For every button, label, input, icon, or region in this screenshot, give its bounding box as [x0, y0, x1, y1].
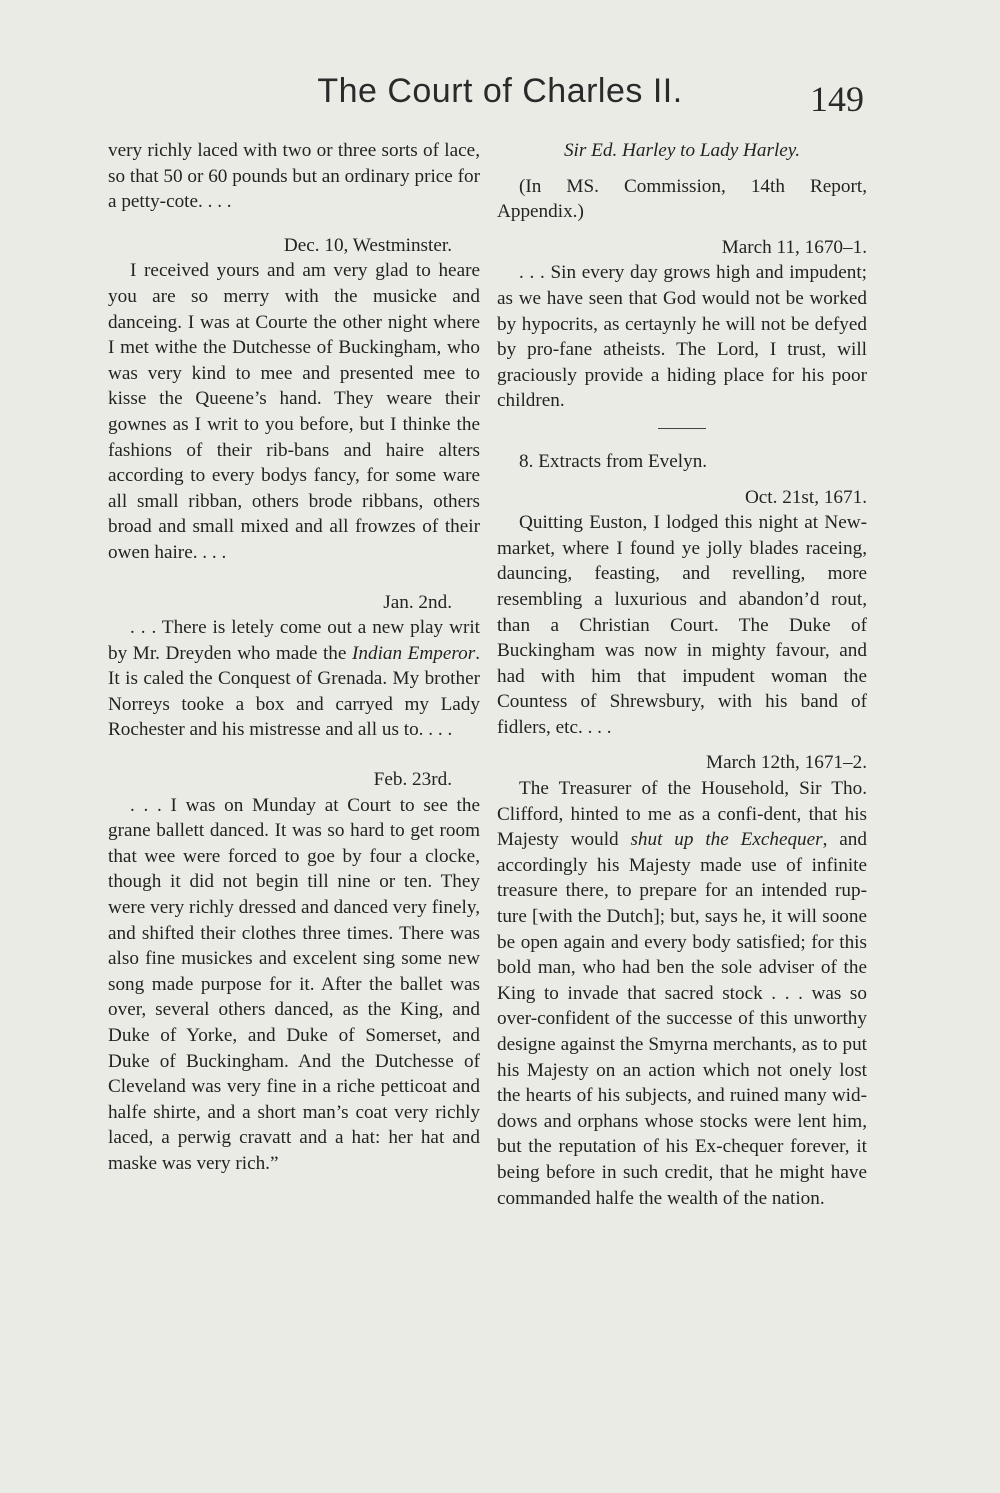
letter-date-march-11: March 11, 1670–1. — [721, 236, 867, 258]
letter-continuation-paragraph: very richly laced with two or three sorts of lace, so that 50 or 60 pounds but an ordinary price for a petty-cote. . . . — [108, 140, 480, 213]
letter-paragraph-jan-2 — [108, 615, 480, 743]
source-note: (In MS. Commission, 14th Report, Appendix.) — [497, 175, 867, 223]
play-title-italic: Indian Emperor — [352, 642, 476, 664]
letter-paragraph-feb-23: . . . I was on Munday at Court to see the grane ballett danced. It was so hard to get room that wee were forced to goe by four a clocke, though it did not begin till nine or ten. They were very richly dressed and danced very finely, and shifted their clothes three times. There was also fine musickes and excelent sing some new song made purpose for it. After the ballet was over, several others danced, as the King, and Duke of Yorke, and Duke of Somerset, and Duke of Buckingham. And the Dutchesse of Cleveland was very fine in a riche petticoat and halfe shirte, and a short man’s coat very richly laced, a perwig cravatt and a hat: her hat and maske was very rich.” — [108, 794, 480, 1174]
letter-date-dec-10: Dec. 10, Westminster. — [283, 234, 452, 256]
section-heading: 8. Extracts from Evelyn. — [519, 450, 708, 472]
letter-heading: Sir Ed. Harley to Lady Harley. — [563, 140, 801, 161]
running-head-title: The Court of Charles II. — [317, 72, 683, 110]
diary-date-march-12: March 12th, 1671–2. — [706, 752, 867, 774]
jan-2-text-a: . . . There is letely come out a new play writ by Mr. Dreyden who made the — [108, 617, 480, 664]
letter-paragraph-march-11: . . . Sin every day grows high and impudent; as we have seen that God would not be worked by hypocrits, as certaynly he will not be defyed by pro-fane atheists. The Lord, I trust, will graciously provide a hiding place for his poor children. — [497, 262, 867, 412]
section-divider — [658, 428, 706, 429]
diary-paragraph-march-12 — [497, 776, 867, 1211]
left-column — [108, 138, 480, 1177]
jan-2-text-b: . It is caled the Conquest of Grenada. My brother Norreys tooke a box and carryed my Lady Rochester and his mistresse and all us to. . . . — [108, 642, 480, 741]
exchequer-italic: shut up the Exchequer — [630, 829, 823, 851]
page-number: 149 — [810, 79, 864, 119]
diary-paragraph-oct-21: Quitting Euston, I lodged this night at New-market, where I found ye jolly blades raceing, dauncing, feasting, and revelling, more resembling a luxurious and abandon’d rout, than a Christian Court. The Duke of Buckingham was now in mighty favour, and had with him that impudent woman the Countess of Shrewsbury, with his band of fidlers, etc. . . . — [497, 512, 867, 738]
letter-date-feb-23: Feb. 23rd. — [373, 769, 452, 791]
diary-date-oct-21: Oct. 21st, 1671. — [744, 486, 867, 508]
letter-paragraph-dec-10: I received yours and am very glad to heare you are so merry with the musicke and danceing. I was at Courte the other night where I met withe the Dutchesse of Buckingham, who was very kind to mee and presented mee to kisse the Queene’s hand. They weare their gownes as I writ to you before, but I thinke the fashions of their rib-bans and haire alters according to every bodys fancy, for some ware all small ribban, others brode ribbans, others broad and small mixed and all frowzes of their owen haire. . . . — [108, 260, 480, 563]
right-column — [497, 138, 867, 1211]
letter-date-jan-2: Jan. 2nd. — [383, 591, 452, 613]
march-12-text-b: , and accordingly his Majesty made use of infinite treasure there, to prepare for an intended rup-ture [with the Dutch]; but, says he, it will soone be open again and every body satisfied; for this bold man, who had ben the sole adviser of the King to invade that sacred stock . . . was so over-confident of the successe of this unworthy designe against the Smyrna merchants, as to put his Majesty on an action which not onely lost the hearts of his subjects, and ruined many wid-dows and orphans whose stocks were lent him, but the reputation of his Ex-chequer forever, it being before in such credit, that he might have commanded halfe the wealth of the nation. — [497, 829, 867, 1209]
march-12-text-a: The Treasurer of the Household, Sir Tho. Clifford, hinted to me as a confi-dent, that his Majesty would — [497, 778, 867, 851]
